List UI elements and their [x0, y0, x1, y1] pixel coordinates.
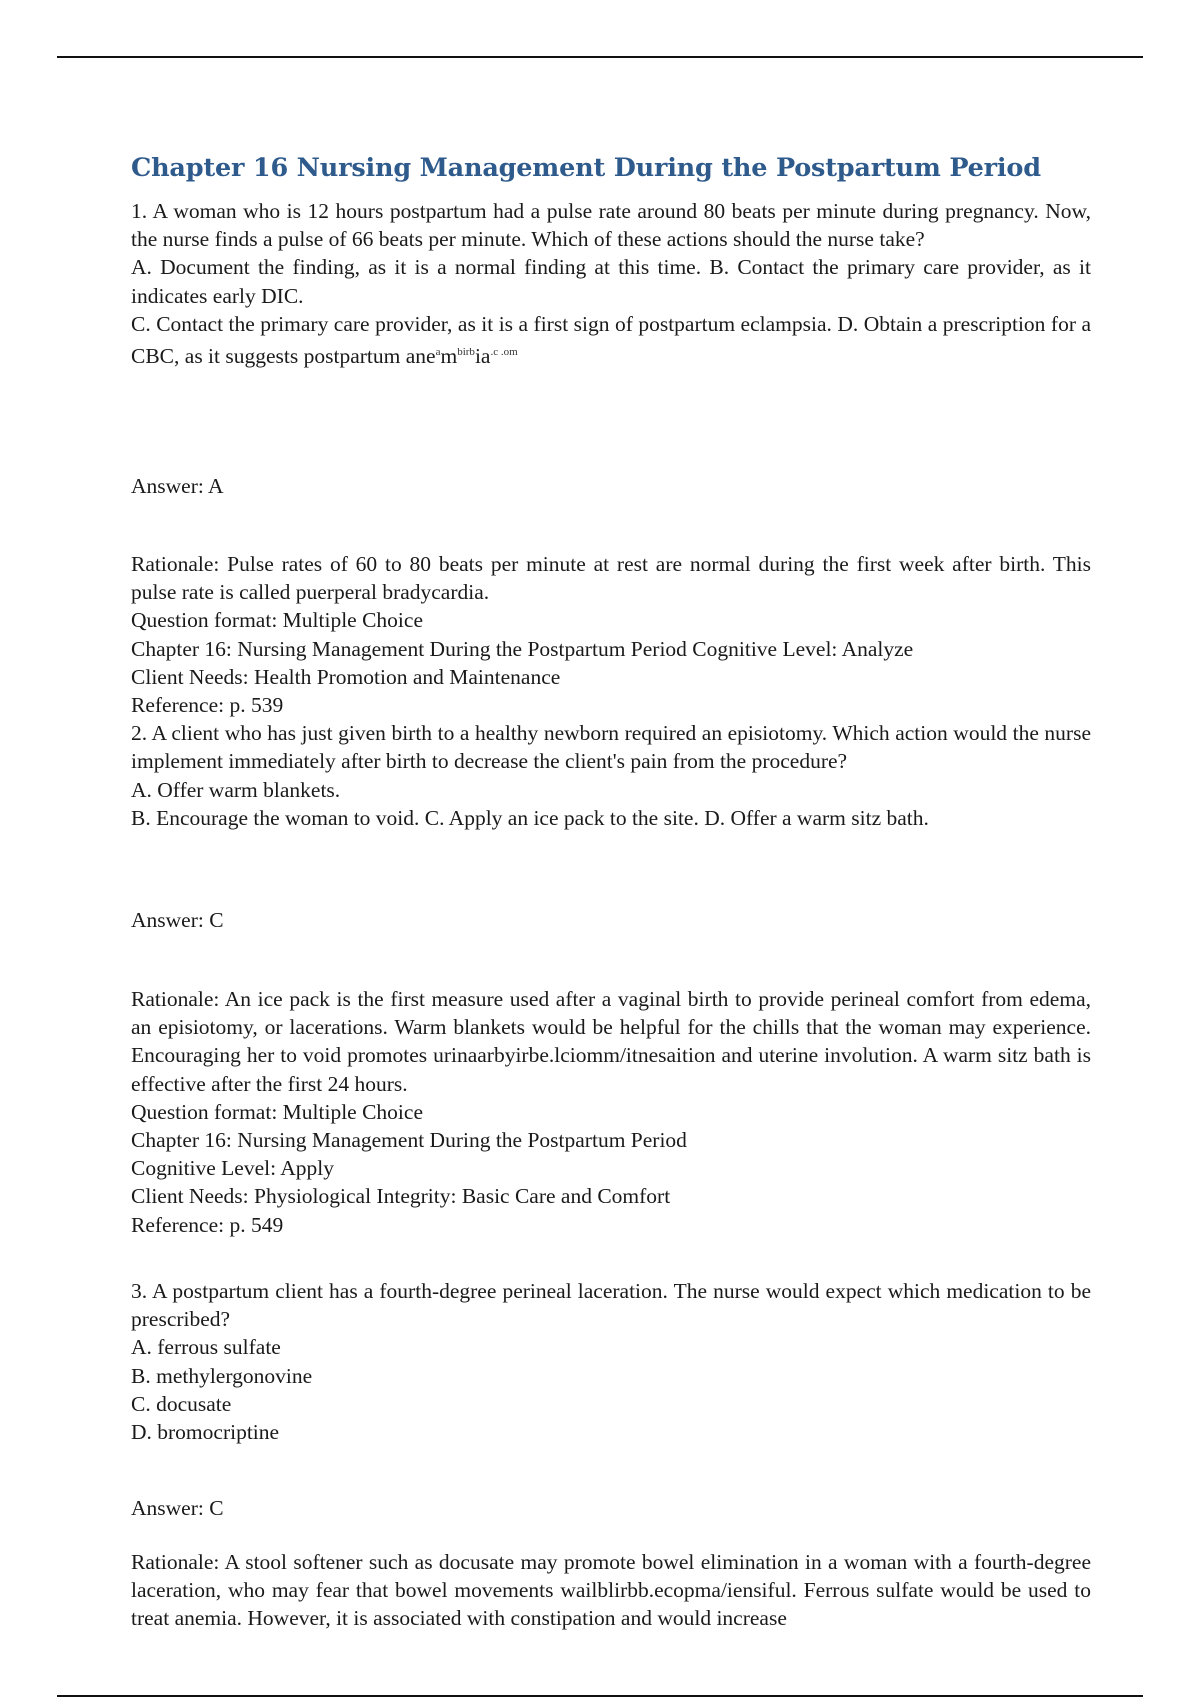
- question-2-rationale: Rationale: An ice pack is the first measure used after a vaginal birth to provide perineal comfort from edema, an episiotomy, or lacerations. Warm blankets would be helpful for the chills that the woman may experience. Encouraging her to void promotes urinaarbyirbe.lciomm/itnesaition and uterine involution. A warm sitz bath is effective after the first 24 hours.: [131, 987, 1091, 1096]
- question-3-option-b: B. methylergonovine: [131, 1363, 313, 1388]
- question-2-client-needs: Client Needs: Physiological Integrity: Basic Care and Comfort: [131, 1184, 671, 1209]
- bottom-rule: [57, 1695, 1143, 1697]
- chapter-title: Chapter 16 Nursing Management During the Postpartum Period: [131, 153, 1041, 183]
- question-1-rationale: Rationale: Pulse rates of 60 to 80 beats per minute at rest are normal during the first week after birth. This pulse rate is called puerperal bradycardia.: [131, 552, 1091, 605]
- question-1-stem: 1. A woman who is 12 hours postpartum had a pulse rate around 80 beats per minute during pregnancy. Now, the nurse finds a pulse of 66 beats per minute. Which of these actions should the nurse take?: [131, 199, 1091, 252]
- top-rule: [57, 56, 1143, 58]
- question-2-stem: 2. A client who has just given birth to a healthy newborn required an episiotomy. Which action would the nurse implement immediately after birth to decrease the client's pain from the procedure?: [131, 721, 1091, 774]
- question-3: [131, 1277, 1091, 1446]
- question-3-option-c: C. docusate: [131, 1391, 232, 1416]
- question-1-client-needs: Client Needs: Health Promotion and Maintenance: [131, 664, 561, 689]
- question-3-stem: 3. A postpartum client has a fourth-degree perineal laceration. The nurse would expect which medication to be prescribed?: [131, 1279, 1091, 1332]
- question-1-options-cd-text: C. Contact the primary care provider, as it is a first sign of postpartum eclampsia. D. Obtain a prescription for a CBC, as it suggests postpartum ane: [131, 311, 1091, 369]
- watermark-fragment: birb: [457, 346, 475, 359]
- question-2-reference: Reference: p. 549: [131, 1212, 284, 1237]
- question-1-options-cd: [131, 310, 1091, 370]
- question-1: [131, 197, 1091, 370]
- watermark-fragment: .c .om: [490, 346, 518, 359]
- question-3-rationale: Rationale: A stool softener such as docusate may promote bowel elimination in a woman with a fourth-degree laceration, who may fear that bowel movements wailblirbb.ecopma/iensiful. Ferrous sulfate would be used to treat anemia. However, it is associated with constipation and would increase: [131, 1550, 1091, 1631]
- watermark-fragment: a: [435, 346, 441, 359]
- question-3-rationale-block: [131, 1548, 1091, 1633]
- question-1-chapter: Chapter 16: Nursing Management During the Postpartum Period Cognitive Level: Analyze: [131, 636, 914, 661]
- question-1-format: Question format: Multiple Choice: [131, 608, 423, 633]
- question-1-options-cd-tail-b: ia: [474, 344, 491, 369]
- question-2-answer: Answer: C: [131, 908, 224, 932]
- question-2-option-a: A. Offer warm blankets.: [131, 777, 341, 802]
- question-3-option-d: D. bromocriptine: [131, 1420, 280, 1445]
- question-2-options-bcd: B. Encourage the woman to void. C. Apply an ice pack to the site. D. Offer a warm sitz bath.: [131, 805, 929, 830]
- question-2-format: Question format: Multiple Choice: [131, 1099, 423, 1124]
- question-2-rationale-block: [131, 985, 1091, 1239]
- question-1-options-ab: A. Document the finding, as it is a normal finding at this time. B. Contact the primary care provider, as it indicates early DIC.: [131, 255, 1091, 308]
- question-3-option-a: A. ferrous sulfate: [131, 1335, 281, 1360]
- question-1-rationale-block: [131, 550, 1091, 832]
- question-1-reference: Reference: p. 539: [131, 693, 284, 718]
- question-1-answer: Answer: A: [131, 474, 224, 498]
- question-3-answer: Answer: C: [131, 1496, 224, 1520]
- question-2-chapter: Chapter 16: Nursing Management During the Postpartum Period: [131, 1128, 687, 1153]
- question-2-cognitive-level: Cognitive Level: Apply: [131, 1156, 335, 1181]
- question-1-options-cd-tail-a: m: [440, 344, 458, 369]
